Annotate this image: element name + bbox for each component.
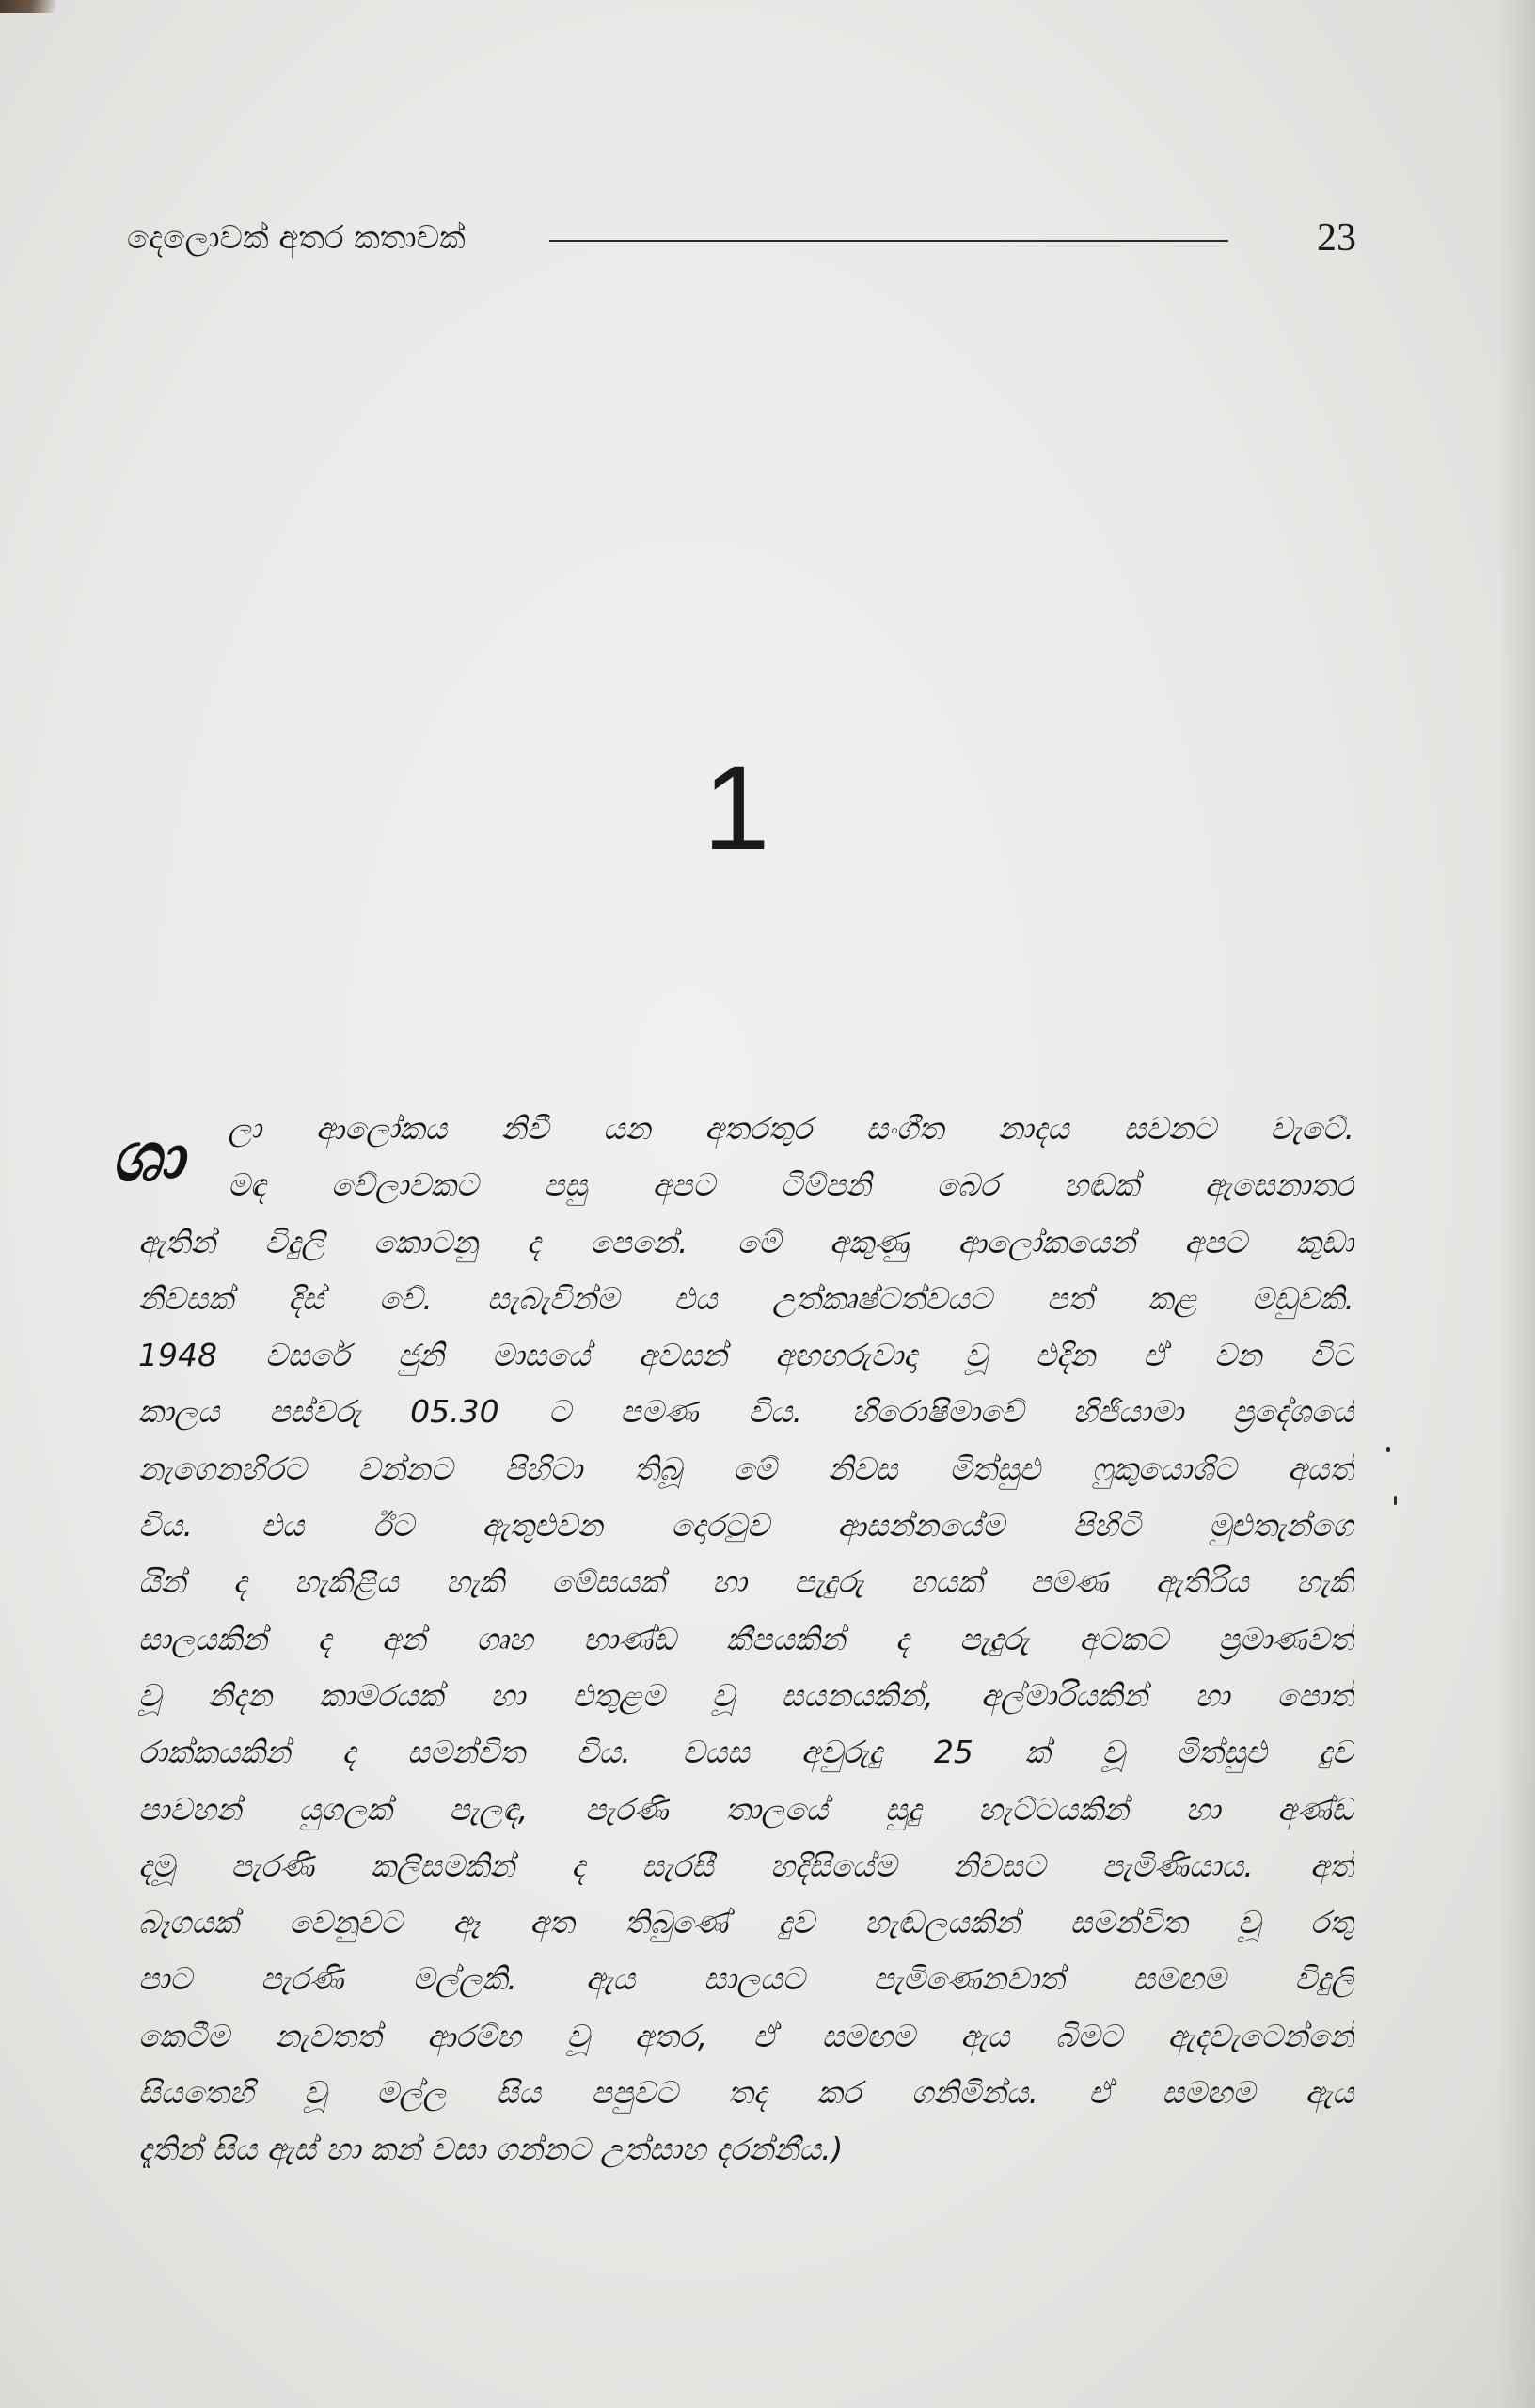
text-line: විය. එය ඊට ඇතුළුවන දොරටුව ආසන්නයේම පිහිටි මුළුතැන්ගෙ bbox=[138, 1507, 1354, 1545]
running-title: දෙලොවක් අතර කතාවක් bbox=[127, 219, 466, 257]
page-edge-shading bbox=[1497, 0, 1535, 2408]
chapter-number: 1 bbox=[703, 741, 770, 876]
paper-speck bbox=[1386, 1447, 1390, 1452]
page-number: 23 bbox=[1317, 216, 1356, 260]
text-line: ලා ආලෝකය නිවී යන අතරතුර සංගීත නාදය සවනට වැටේ. bbox=[228, 1110, 1354, 1147]
text-line: නැගෙනහිරට වන්නට පිහිටා තිබූ මේ නිවස මිත්සුඑ ෆුකුයොශිට අයත් bbox=[138, 1450, 1354, 1487]
text-line: රාක්කයකින් ද සමන්විත විය. වයස අවුරුදු 25 ක් වූ මිත්සුඑ දුව bbox=[138, 1734, 1354, 1771]
text-line: යින් ද හැකිළිය හැකි මේසයක් හා පැදුරු හයක් පමණ ඇතිරිය හැකි bbox=[138, 1563, 1354, 1601]
body-paragraph bbox=[138, 1101, 1354, 2178]
text-line: නිවසක් දිස් වේ. සැබැවින්ම එය උත්කෘෂ්ටත්වයට පත් කළ මඩුවකි. bbox=[138, 1279, 1354, 1317]
text-line: පාට පැරණි මල්ලකි. ඇය සාලයට පැමිණෙනවාත් සමඟම විදුලි bbox=[138, 1960, 1354, 1998]
text-line: කෙටීම නැවතත් ආරම්භ වූ අතර, ඒ සමඟම ඇය බිමට ඇදවැටෙන්නේ bbox=[138, 2017, 1354, 2054]
drop-cap: ශා bbox=[111, 1117, 184, 1197]
text-line: පාවහන් යුගලක් පැලඳ, පැරණි තාලයේ සුදු හැට්ටයකින් හා අණ්ඩ bbox=[138, 1790, 1354, 1828]
text-line: ඇතින් විදුලි කොටනු ද පෙනේ. මේ අකුණු ආලෝකයෙන් අපට කුඩා bbox=[138, 1223, 1354, 1260]
text-line: සාලයකින් ද අන් ගෘහ භාණ්ඩ කීපයකින් ද පැදුරු අටකට ප්‍රමාණවත් bbox=[138, 1620, 1354, 1657]
text-line: දමූ පැරණි කලිසමකින් ද සැරසී හදිසියේම නිවසට පැමිණියාය. අත් bbox=[138, 1846, 1354, 1884]
text-line: වූ නිදන කාමරයක් හා එතුළම වූ සයනයකින්, අල්මාරියකින් හා පොත් bbox=[138, 1676, 1354, 1714]
book-edge-shadow bbox=[0, 0, 56, 13]
text-line: දෑතින් සිය ඇස් හා කන් වසා ගන්නට උත්සාහ දරන්නීය.) bbox=[138, 2131, 844, 2168]
text-line: මඳ වේලාවකට පසු අපට ටිම්පනි බෙර හඬක් ඇසෙනාතර bbox=[228, 1166, 1354, 1204]
paper-speck bbox=[1394, 1496, 1397, 1505]
text-line: 1948 වසරේ ජුනි මාසයේ අවසන් අඟහරුවාදා වූ එදින ඒ වන විට bbox=[138, 1337, 1354, 1374]
text-line: කාලය පස්වරු 05.30 ට පමණ විය. හිරොෂිමාවේ හිජියාමා ප්‍රදේශයේ bbox=[138, 1393, 1354, 1431]
text-line: බෑගයක් වෙනුවට ඈ අත තිබුණේ දුව හැඬලයකින් සමන්විත වූ රතු bbox=[138, 1904, 1354, 1941]
header-rule bbox=[549, 240, 1228, 242]
text-line: සියතෙහි වූ මල්ල සිය පපුවට තද කර ගනිමින්ය. ඒ සමඟම ඇය bbox=[138, 2074, 1354, 2112]
